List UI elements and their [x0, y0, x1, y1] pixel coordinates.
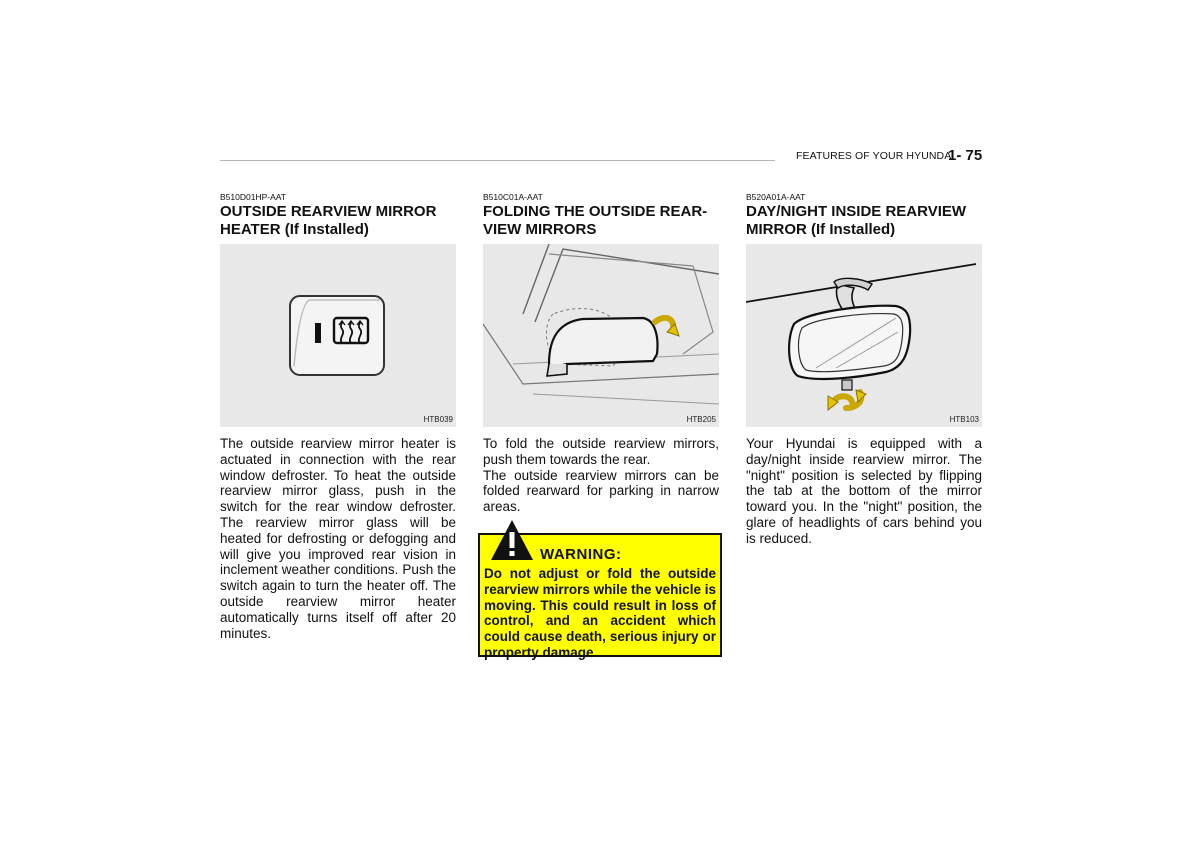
section-body: The outside rearview mirror heater is actuated in connection with the rear window defroster. To heat the outside rearview mirror glass, push in the switch for the rear window defroster. The rearview mirror glass will be heated for defrosting or defogging and will give you improved rear vision in inclement weather conditions. Push the switch again to turn the heater off. The outside rearview mirror heater automatically turns itself off after 20 minutes.: [220, 436, 456, 641]
heater-switch-figure: [220, 244, 456, 427]
warning-box: [478, 533, 722, 660]
section-folding-mirrors: [483, 192, 719, 515]
warning-icon: [489, 518, 535, 564]
running-header: FEATURES OF YOUR HYUNDAI: [796, 150, 955, 162]
inside-mirror-illustration: [746, 244, 982, 427]
section-code: B520A01A-AAT: [746, 192, 806, 202]
section-code: B510C01A-AAT: [483, 192, 543, 202]
warning-body: Do not adjust or fold the outside rearview mirrors while the vehicle is moving. This could result in loss of control, and an accident which could cause death, serious injury or property damage.: [484, 566, 716, 660]
warning-header: [484, 540, 716, 566]
inside-mirror-figure: [746, 244, 982, 427]
folding-mirror-illustration: [483, 244, 719, 427]
warning-title: WARNING:: [540, 546, 622, 563]
figure-label: HTB205: [686, 415, 716, 424]
section-title: OUTSIDE REARVIEW MIRROR HEATER (If Installed): [220, 203, 437, 238]
figure-label: HTB103: [949, 415, 979, 424]
header-rule: [220, 160, 775, 161]
section-code: B510D01HP-AAT: [220, 192, 286, 202]
section-body: To fold the outside rearview mirrors, push them towards the rear. The outside rearview mirrors can be folded rearward for parking in narrow areas.: [483, 436, 719, 515]
section-mirror-heater: [220, 192, 456, 641]
section-title: DAY/NIGHT INSIDE REARVIEW MIRROR (If Installed): [746, 203, 967, 238]
section-title: FOLDING THE OUTSIDE REAR- VIEW MIRRORS: [483, 203, 708, 238]
page-number: 1- 75: [948, 147, 983, 164]
section-inside-mirror: [746, 192, 982, 547]
heater-switch-illustration: [220, 244, 456, 427]
section-body: Your Hyundai is equipped with a day/night inside rearview mirror. The "night" position is selected by flipping the tab at the bottom of the mirror toward you. In the "night" position, the glare of headlights of cars behind you is reduced.: [746, 436, 982, 546]
folding-mirror-figure: [483, 244, 719, 427]
figure-label: HTB039: [423, 415, 453, 424]
